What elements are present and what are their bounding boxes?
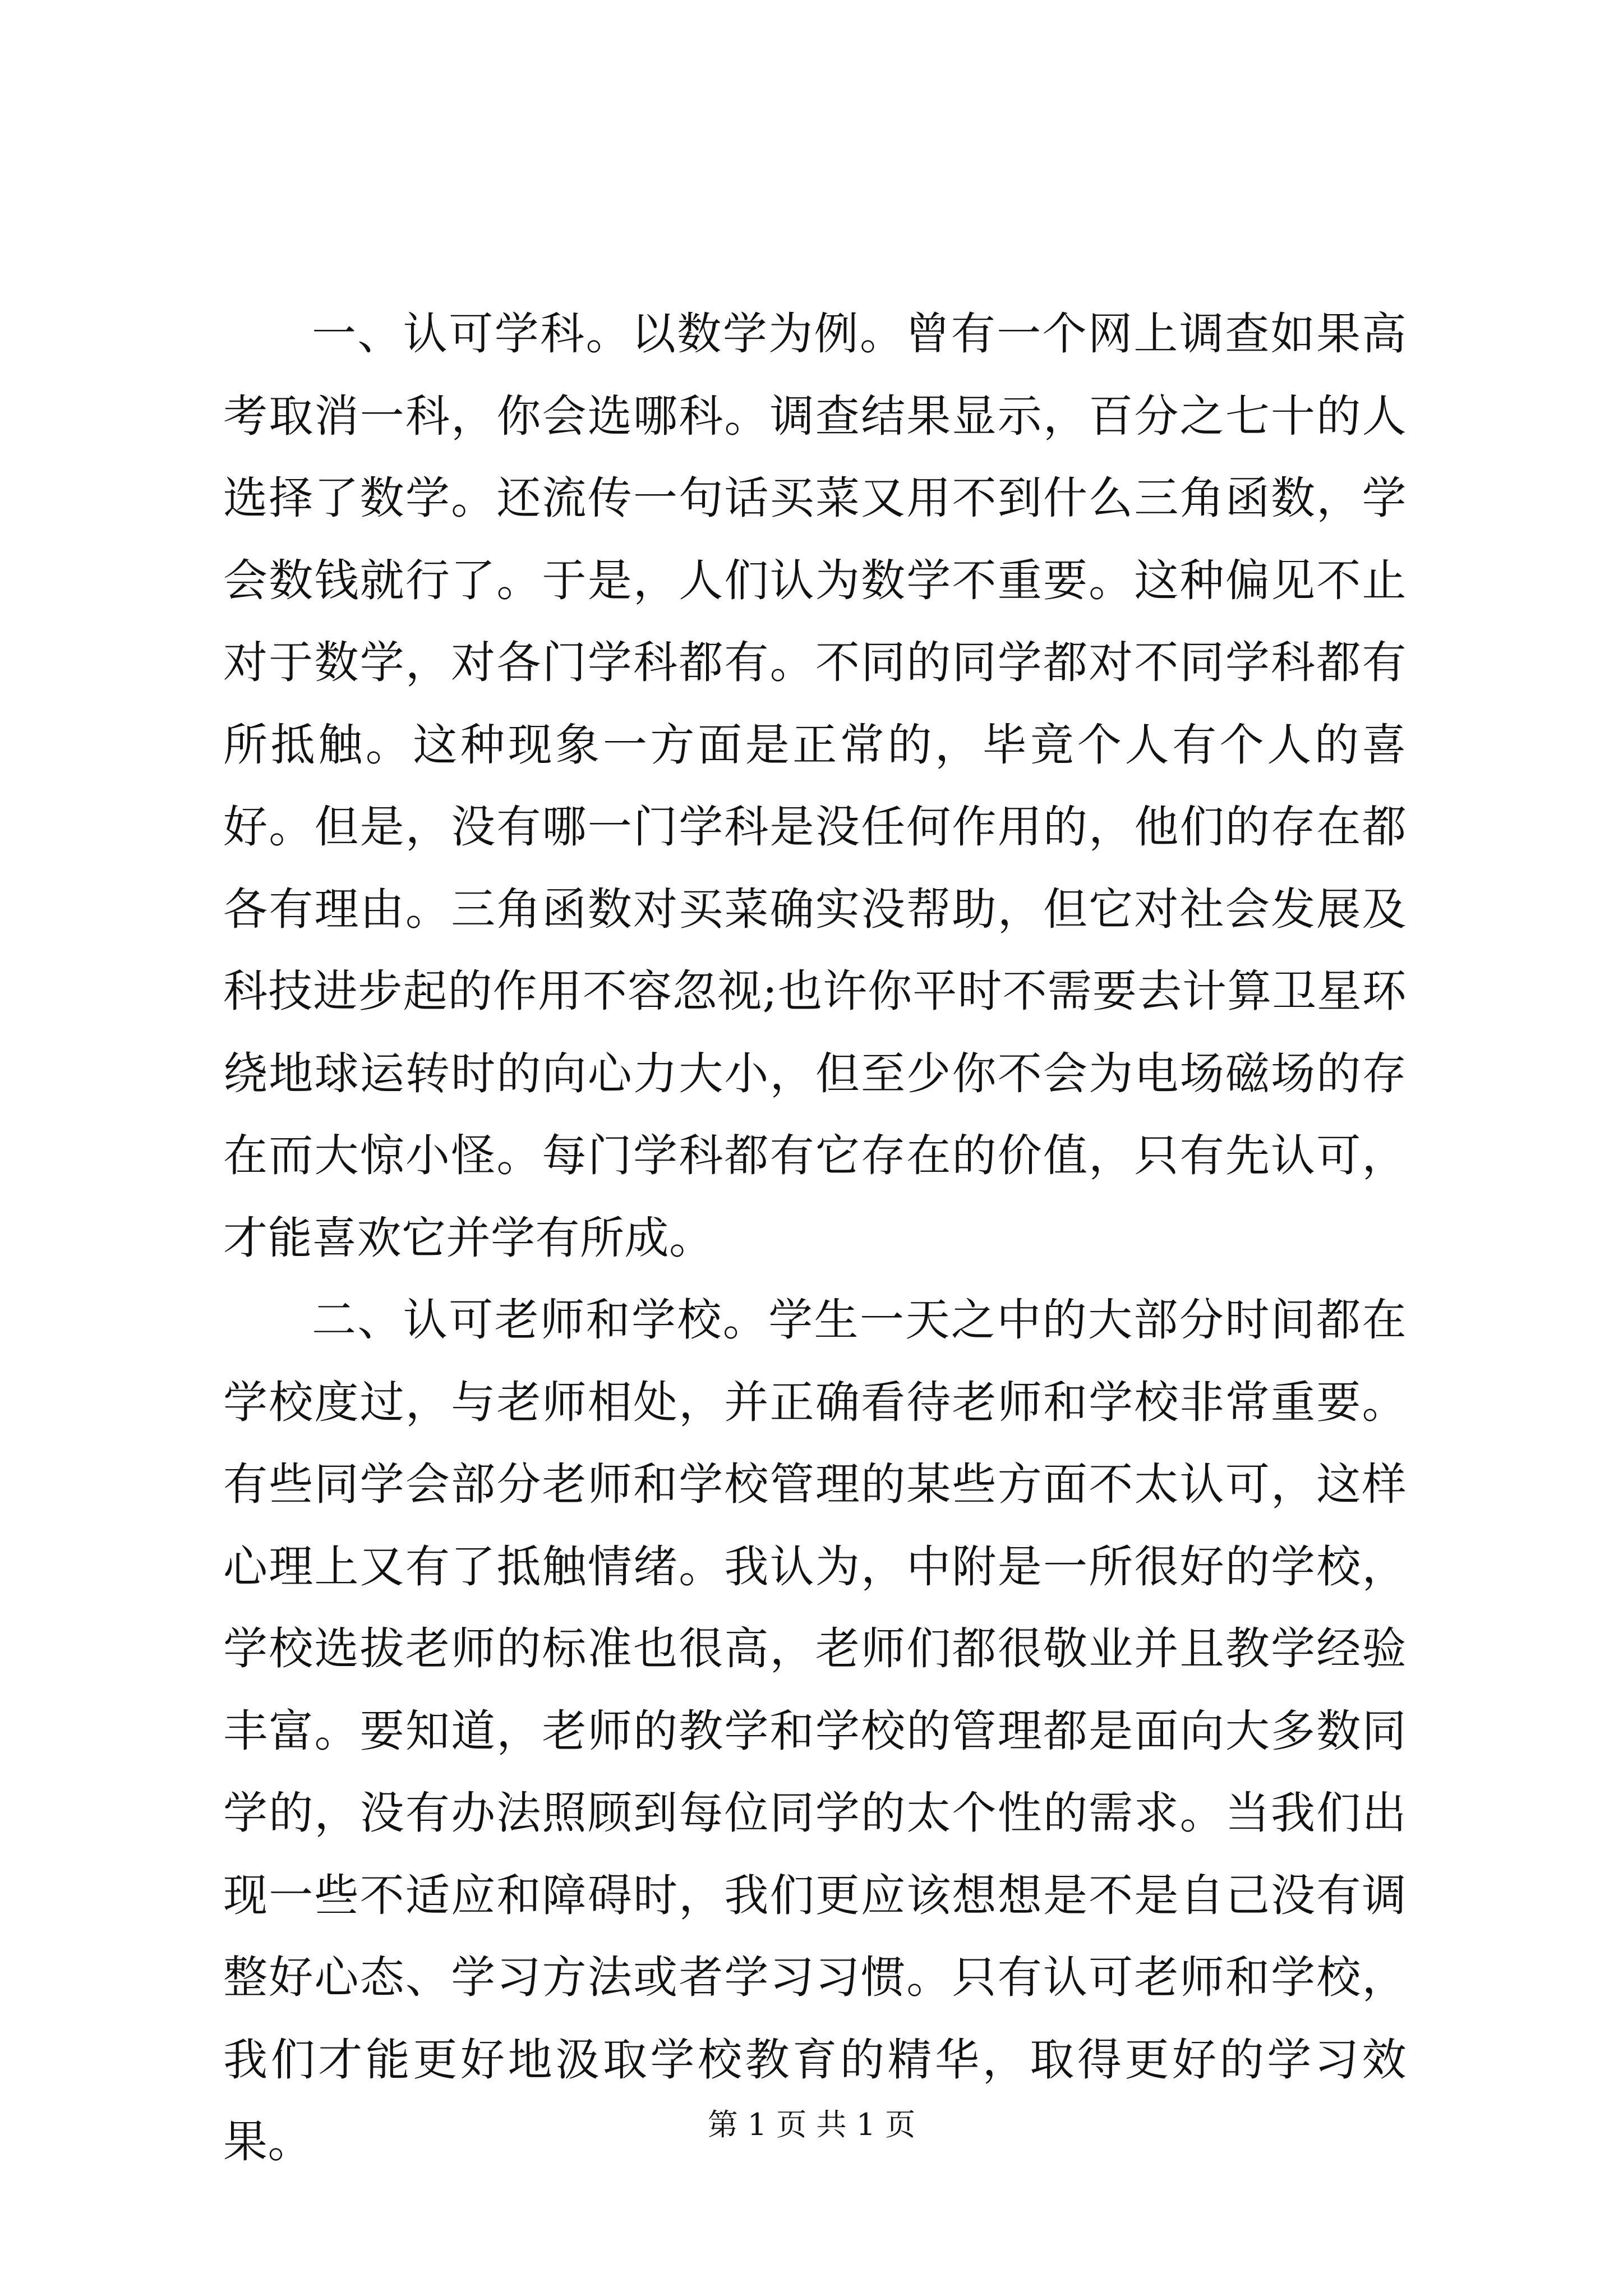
document-body (223, 293, 1407, 2183)
paragraph-2: 二、认可老师和学校。学生一天之中的大部分时间都在学校度过，与老师相处，并正确看待老师和学校非常重要。有些同学会部分老师和学校管理的某些方面不太认可，这样心理上又有了抵触情绪。我认为，中附是一所很好的学校，学校选拔老师的标准也很高，老师们都很敬业并且教学经验丰富。要知道，老师的教学和学校的管理都是面向大多数同学的，没有办法照顾到每位同学的太个性的需求。当我们出现一些不适应和障碍时，我们更应该想想是不是自己没有调整好心态、学习方法或者学习习惯。只有认可老师和学校，我们才能更好地汲取学校教育的精华，取得更好的学习效果。 (223, 1294, 1407, 2168)
paragraph-1: 一、认可学科。以数学为例。曾有一个网上调查如果高考取消一科，你会选哪科。调查结果显示，百分之七十的人选择了数学。还流传一句话买菜又用不到什么三角函数，学会数钱就行了。于是，人们认为数学不重要。这种偏见不止对于数学，对各门学科都有。不同的同学都对不同学科都有所抵触。这种现象一方面是正常的，毕竟个人有个人的喜好。但是，没有哪一门学科是没任何作用的，他们的存在都各有理由。三角函数对买菜确实没帮助，但它对社会发展及科技进步起的作用不容忽视;也许你平时不需要去计算卫星环绕地球运转时的向心力大小，但至少你不会为电场磁场的存在而大惊小怪。每门学科都有它存在的价值，只有先认可，才能喜欢它并学有所成。 (223, 308, 1407, 1264)
page-footer: 第 1 页 共 1 页 (707, 2107, 916, 2142)
